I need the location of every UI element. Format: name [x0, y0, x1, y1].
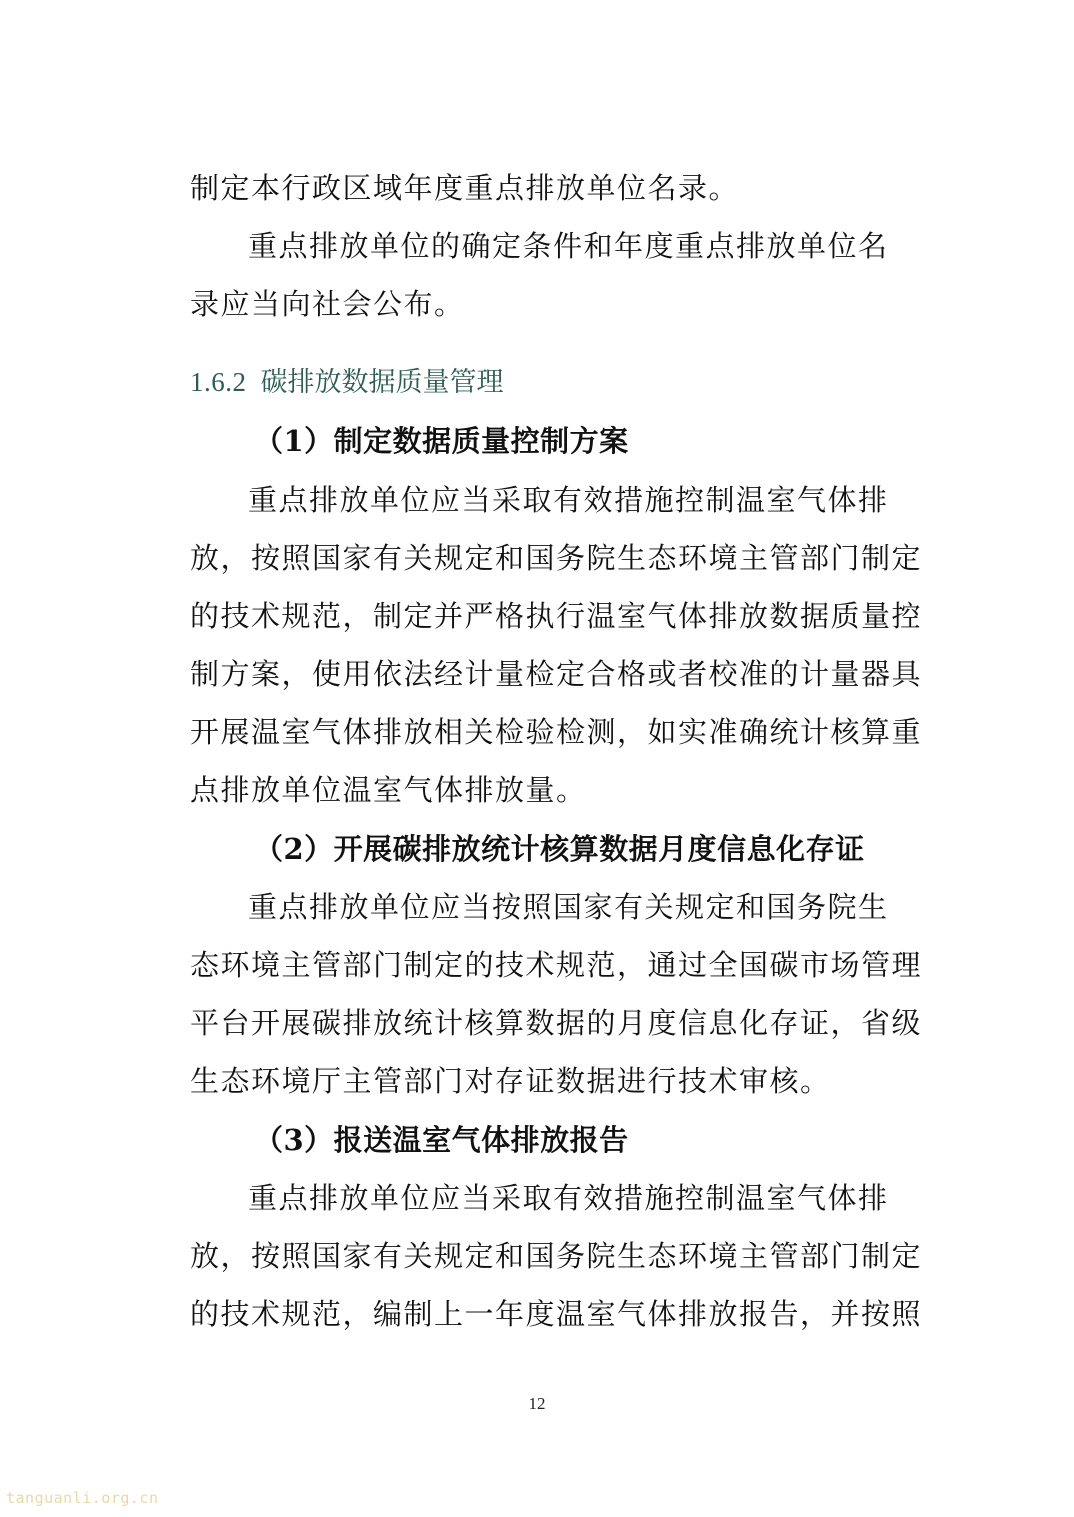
paragraph-line: 平台开展碳排放统计核算数据的月度信息化存证，省级: [190, 1006, 923, 1040]
section-number: 1.6.2: [190, 367, 247, 397]
paragraph-line: 放，按照国家有关规定和国务院生态环境主管部门制定: [190, 541, 923, 575]
paragraph-line: 制定本行政区域年度重点排放单位名录。: [190, 171, 740, 205]
paragraph-line: 放，按照国家有关规定和国务院生态环境主管部门制定: [190, 1239, 923, 1273]
paragraph-line: 点排放单位温室气体排放量。: [190, 773, 587, 807]
section-title: 碳排放数据质量管理: [260, 367, 504, 398]
paragraph-line: 录应当向社会公布。: [190, 287, 465, 321]
paragraph-line: 的技术规范，编制上一年度温室气体排放报告，并按照: [190, 1297, 923, 1331]
paragraph-line: 制方案，使用依法经计量检定合格或者校准的计量器具: [190, 657, 923, 691]
section-heading: [190, 362, 504, 403]
paragraph-line: 态环境主管部门制定的技术规范，通过全国碳市场管理: [190, 948, 923, 982]
paragraph-line: 重点排放单位应当采取有效措施控制温室气体排: [248, 1181, 889, 1215]
watermark: tanguanli.org.cn: [6, 1489, 159, 1507]
subheading-3: （3）报送温室气体排放报告: [254, 1123, 629, 1157]
paragraph-line: 重点排放单位应当采取有效措施控制温室气体排: [248, 483, 889, 517]
paragraph-line: 开展温室气体排放相关检验检测，如实准确统计核算重: [190, 715, 923, 749]
paragraph-line: 的技术规范，制定并严格执行温室气体排放数据质量控: [190, 599, 923, 633]
paragraph-line: 重点排放单位的确定条件和年度重点排放单位名: [248, 229, 889, 263]
subheading-1: （1）制定数据质量控制方案: [254, 424, 629, 458]
page-number: 12: [528, 1394, 546, 1413]
paragraph-line: 重点排放单位应当按照国家有关规定和国务院生: [248, 890, 889, 924]
paragraph-line: 生态环境厅主管部门对存证数据进行技术审核。: [190, 1064, 831, 1098]
subheading-2: （2）开展碳排放统计核算数据月度信息化存证: [254, 832, 865, 866]
